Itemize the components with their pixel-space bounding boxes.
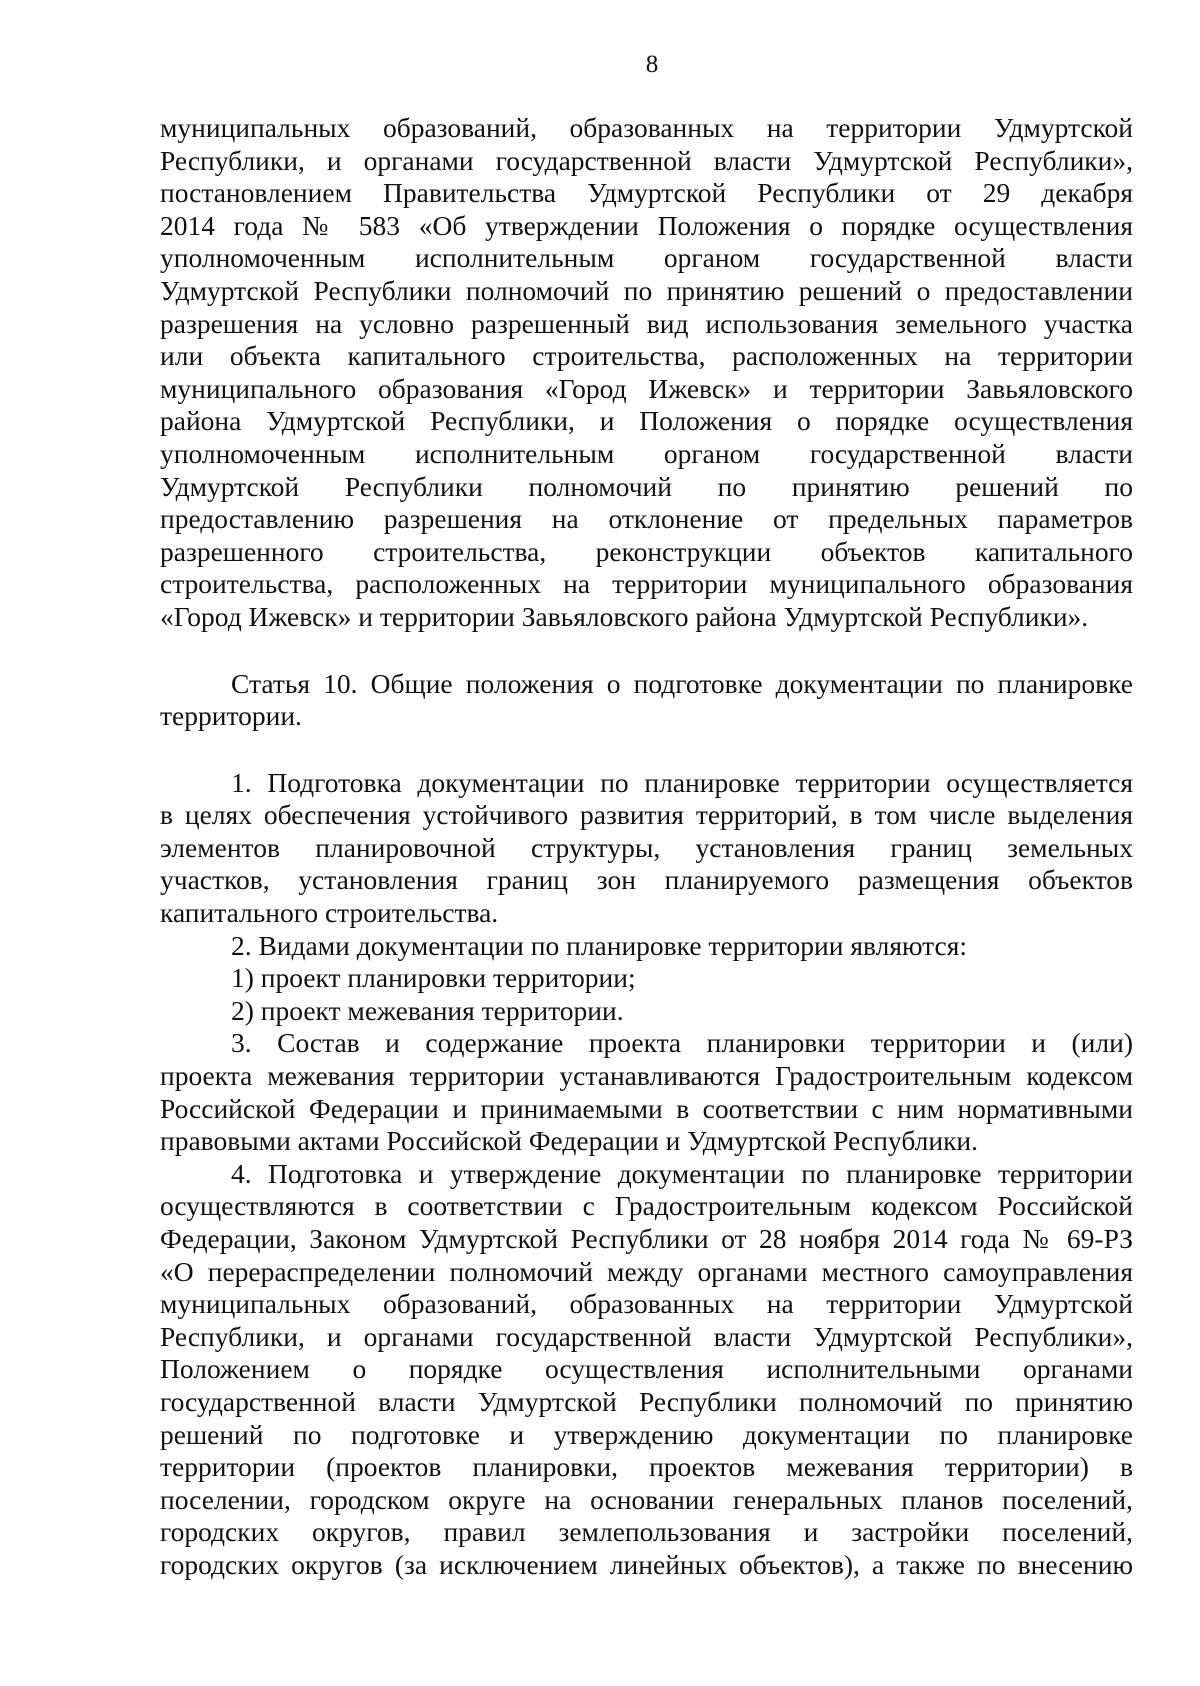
text-line: района Удмуртской Республики, и Положения о порядке осуществления [160, 405, 1133, 437]
text-line: Республики, и органами государственной власти Удмуртской Республики», [160, 144, 1133, 176]
paragraph-continuation [160, 112, 1133, 634]
text-line: муниципальных образований, образованных на территории Удмуртской [160, 1288, 1133, 1320]
page-number: 8 [645, 51, 659, 78]
text-line: проекта межевания территории устанавливаются Градостроительным кодексом [160, 1060, 1133, 1092]
text-line: строительства, расположенных на территории муниципального образования [160, 568, 1133, 600]
text-line: правовыми актами Российской Федерации и Удмуртской Республики. [160, 1125, 979, 1157]
text-line: решений по подготовке и утверждению документации по планировке [160, 1418, 1133, 1450]
text-line: Положением о порядке осуществления исполнительными органами [160, 1353, 1133, 1385]
text-line: элементов планировочной структуры, установления границ земельных [160, 831, 1133, 863]
text-line: «Город Ижевск» и территории Завьяловского района Удмуртской Республики». [160, 600, 1089, 632]
text-line: уполномоченным исполнительным органом государственной власти [160, 437, 1133, 469]
text-line: осуществляются в соответствии с Градостроительным кодексом Российской [160, 1190, 1133, 1222]
paragraph-item-2-2 [160, 995, 1133, 1028]
text-line: в целях обеспечения устойчивого развития территорий, в том числе выделения [160, 799, 1133, 831]
text-line: Российской Федерации и принимаемыми в соответствии с ним нормативными [160, 1092, 1133, 1124]
text-line: Удмуртской Республики полномочий по принятию решений о предоставлении [160, 274, 1133, 306]
text-line: Республики, и органами государственной власти Удмуртской Республики», [160, 1320, 1133, 1352]
paragraph-item-1 [160, 767, 1133, 930]
text-line: территории (проектов планировки, проектов межевания территории) в [160, 1451, 1133, 1483]
text-line: постановлением Правительства Удмуртской Республики от 29 декабря [160, 177, 1133, 209]
text-line: разрешения на условно разрешенный вид использования земельного участка [160, 307, 1133, 339]
text-line: 1. Подготовка документации по планировке территории осуществляется [231, 766, 1133, 798]
text-line: муниципального образования «Город Ижевск» и территории Завьяловского [160, 372, 1133, 404]
text-line: Федерации, Законом Удмуртской Республики от 28 ноября 2014 года № 69-РЗ [160, 1223, 1133, 1254]
text-line: 3. Состав и содержание проекта планировки территории и (или) [231, 1027, 1133, 1059]
paragraph-item-3 [160, 1027, 1133, 1157]
paragraph-gap [160, 733, 1133, 767]
article-heading [160, 668, 1133, 733]
text-line: или объекта капитального строительства, расположенных на территории [160, 340, 1133, 372]
paragraph-item-2-1 [160, 962, 1133, 995]
text-line: предоставлению разрешения на отклонение от предельных параметров [160, 503, 1133, 535]
text-line: поселении, городском округе на основании генеральных планов поселений, [160, 1483, 1133, 1515]
text-line: «О перераспределении полномочий между органами местного самоуправления [160, 1255, 1133, 1287]
paragraph-item-4 [160, 1158, 1133, 1582]
text-line: городских округов, правил землепользования и застройки поселений, [160, 1516, 1133, 1548]
text-line: 2) проект межевания территории. [231, 994, 624, 1026]
paragraph-gap [160, 634, 1133, 668]
page-body [160, 112, 1133, 1582]
text-line: уполномоченным исполнительным органом государственной власти [160, 242, 1133, 274]
text-line: муниципальных образований, образованных на территории Удмуртской [160, 112, 1133, 143]
text-line: городских округов (за исключением линейных объектов), а также по внесению [160, 1548, 1133, 1580]
text-line: капитального строительства. [160, 897, 499, 929]
text-line: Статья 10. Общие положения о подготовке документации по планировке [231, 667, 1133, 699]
text-line: Удмуртской Республики полномочий по принятию решений по [160, 470, 1133, 502]
text-line: территории. [160, 700, 302, 732]
text-line: разрешенного строительства, реконструкции объектов капитального [160, 535, 1133, 567]
text-line: 4. Подготовка и утверждение документации по планировке территории [231, 1157, 1133, 1189]
paragraph-item-2 [160, 930, 1133, 963]
text-line: участков, установления границ зон планируемого размещения объектов [160, 864, 1133, 896]
text-line: государственной власти Удмуртской Республики полномочий по принятию [160, 1385, 1133, 1417]
text-line: 2. Видами документации по планировке территории являются: [231, 929, 968, 961]
text-line: 2014 года № 583 «Об утверждении Положения о порядке осуществления [160, 209, 1133, 241]
text-line: 1) проект планировки территории; [231, 962, 636, 994]
